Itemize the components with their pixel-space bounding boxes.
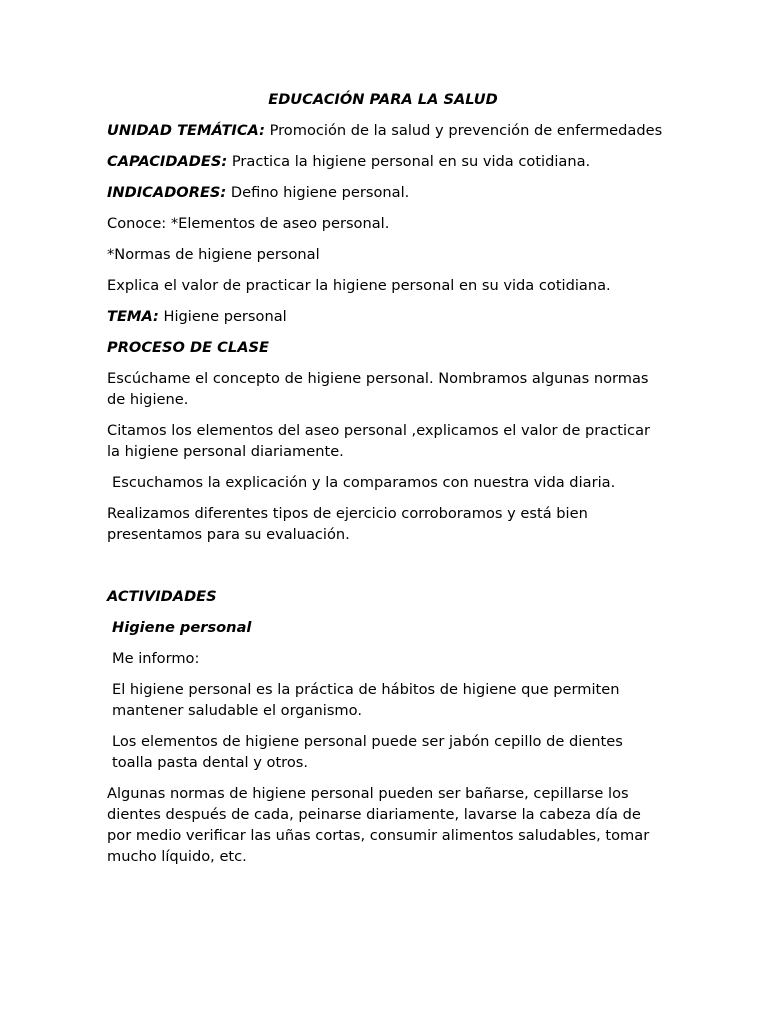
indicadores-label: INDICADORES: xyxy=(107,184,227,201)
actividades-heading: ACTIVIDADES xyxy=(107,588,217,605)
proceso-paragraph: Realizamos diferentes tipos de ejercicio corroboramos y está bien presentamos para su evaluación. xyxy=(107,505,588,543)
document-body xyxy=(107,89,667,877)
actividades-subheading: Higiene personal xyxy=(112,619,252,636)
actividades-paragraph: Los elementos de higiene personal puede ser jabón cepillo de dientes toalla pasta dental y otros. xyxy=(112,733,623,771)
indicadores-text: Defino higiene personal. xyxy=(226,184,410,201)
spacer xyxy=(107,555,667,586)
tema xyxy=(107,306,667,327)
indicadores xyxy=(107,182,667,203)
proceso-paragraph: Escuchamos la explicación y la comparamos con nuestra vida diaria. xyxy=(112,474,616,491)
unidad-tematica-label: UNIDAD TEMÁTICA: xyxy=(107,122,265,139)
document-title: EDUCACIÓN PARA LA SALUD xyxy=(268,91,498,108)
tema-text: Higiene personal xyxy=(158,308,287,325)
unidad-tematica-text: Promoción de la salud y prevención de enfermedades xyxy=(264,122,663,139)
actividades-paragraph: Algunas normas de higiene personal pueden ser bañarse, cepillarse los dientes después de cada, peinarse diariamente, lavarse la cabeza día de por medio verificar las uñas cortas, consumir alimentos saludables, tomar mucho líquido, etc. xyxy=(107,785,650,865)
capacidades-text: Practica la higiene personal en su vida cotidiana. xyxy=(227,153,591,170)
actividades-paragraph: Me informo: xyxy=(112,650,200,667)
explica-line: Explica el valor de practicar la higiene personal en su vida cotidiana. xyxy=(107,277,611,294)
proceso-paragraph: Escúchame el concepto de higiene personal. Nombramos algunas normas de higiene. xyxy=(107,370,649,408)
proceso-heading: PROCESO DE CLASE xyxy=(107,339,269,356)
unidad-tematica xyxy=(107,120,667,141)
tema-label: TEMA: xyxy=(107,308,159,325)
proceso-paragraph: Citamos los elementos del aseo personal ,explicamos el valor de practicar la higiene personal diariamente. xyxy=(107,422,651,460)
capacidades xyxy=(107,151,667,172)
normas-line: *Normas de higiene personal xyxy=(107,246,320,263)
actividades-paragraph: El higiene personal es la práctica de hábitos de higiene que permiten mantener saludable el organismo. xyxy=(112,681,620,719)
conoce-line: Conoce: *Elementos de aseo personal. xyxy=(107,215,390,232)
capacidades-label: CAPACIDADES: xyxy=(107,153,228,170)
